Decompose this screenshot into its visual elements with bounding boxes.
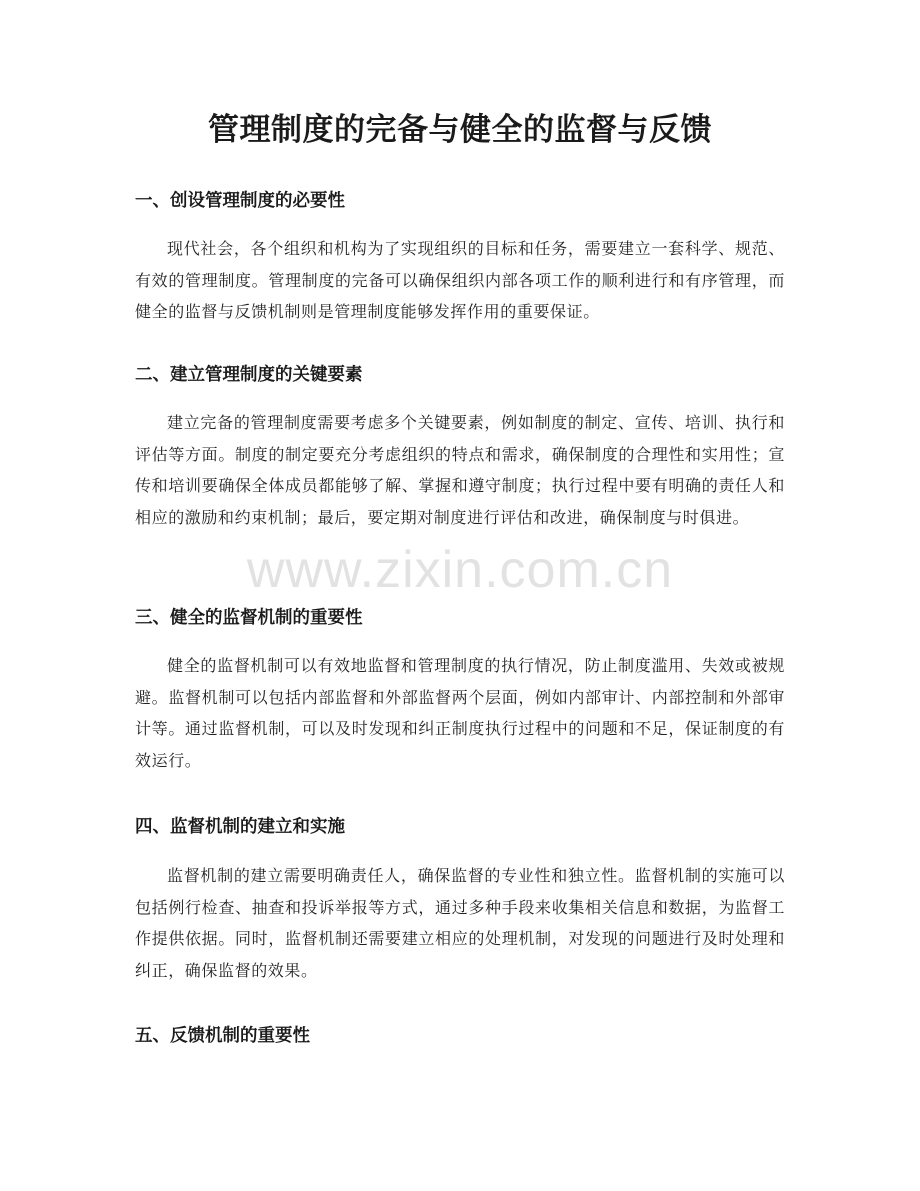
section-heading-5: 五、反馈机制的重要性 — [135, 1026, 310, 1046]
section-body-3: 健全的监督机制可以有效地监督和管理制度的执行情况，防止制度滥用、失效或被规避。监督机制可以包括内部监督和外部监督两个层面，例如内部审计、内部控制和外部审计等。通过监督机制，可以及时发现和纠正制度执行过程中的问题和不足，保证制度的有效运行。 — [135, 656, 785, 770]
section-heading-4: 四、监督机制的建立和实施 — [135, 817, 345, 837]
watermark: www.zixin.com.cn — [246, 541, 674, 599]
section-body-2: 建立完备的管理制度需要考虑多个关键要素，例如制度的制定、宣传、培训、执行和评估等方面。制度的制定要充分考虑组织的特点和需求，确保制度的合理性和实用性；宣传和培训要确保全体成员都能够了解、掌握和遵守制度；执行过程中要有明确的责任人和相应的激励和约束机制；最后，要定期对制度进行评估和改进，确保制度与时俱进。 — [135, 413, 785, 527]
section-body-1: 现代社会，各个组织和机构为了实现组织的目标和任务，需要建立一套科学、规范、有效的管理制度。管理制度的完备可以确保组织内部各项工作的顺利进行和有序管理，而健全的监督与反馈机制则是管理制度能够发挥作用的重要保证。 — [135, 239, 785, 322]
section-body-4: 监督机制的建立需要明确责任人，确保监督的专业性和独立性。监督机制的实施可以包括例行检查、抽查和投诉举报等方式，通过多种手段来收集相关信息和数据，为监督工作提供依据。同时，监督机制还需要建立相应的处理机制，对发现的问题进行及时处理和纠正，确保监督的效果。 — [135, 866, 785, 980]
section-heading-1: 一、创设管理制度的必要性 — [135, 191, 345, 211]
section-heading-3: 三、健全的监督机制的重要性 — [135, 608, 363, 628]
document-title: 管理制度的完备与健全的监督与反馈 — [208, 112, 712, 148]
section-heading-2: 二、建立管理制度的关键要素 — [135, 365, 363, 385]
